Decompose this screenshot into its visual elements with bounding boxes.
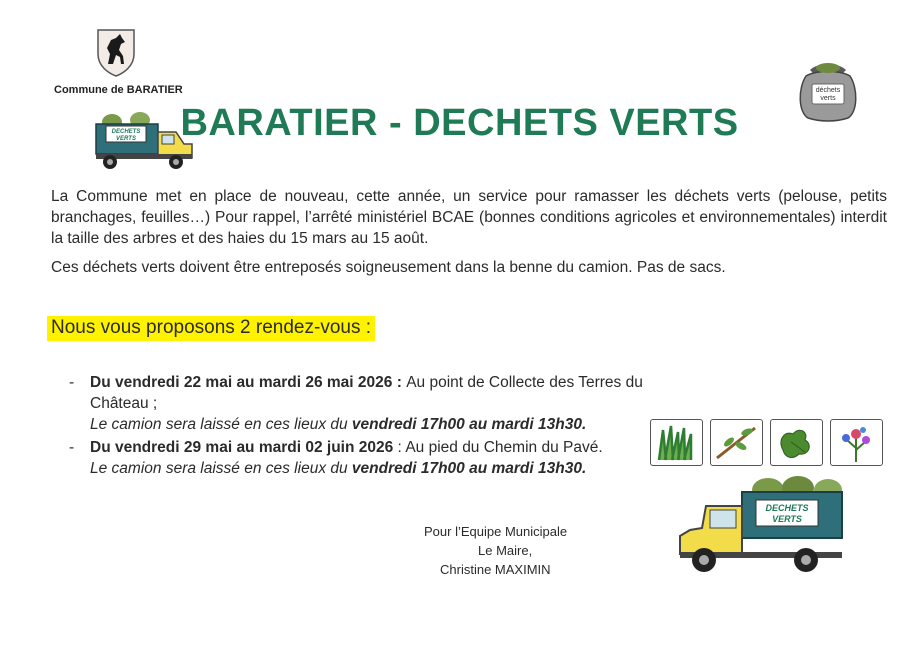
commune-name: Commune de BARATIER	[54, 84, 183, 96]
rendezvous-note: Le camion sera laissé en ces lieux du	[90, 416, 352, 433]
flowers-icon	[830, 419, 883, 466]
rendezvous-times: vendredi 17h00 au mardi 13h30.	[351, 416, 587, 433]
rendezvous-note: Le camion sera laissé en ces lieux du	[90, 460, 352, 477]
bag-label-line2: verts	[820, 95, 836, 102]
rendezvous-heading: Nous vous proposons 2 rendez-vous :	[47, 316, 375, 341]
rendezvous-dates: Du vendredi 29 mai au mardi 02 juin 2026	[90, 439, 394, 456]
signature-title: Le Maire,	[478, 543, 533, 558]
rendezvous-separator: :	[393, 439, 406, 456]
intro-paragraph: La Commune met en place de nouveau, cette année, un service pour ramasser les déchets verts (pelouse, petits branchages, feuilles…) Pour rappel, l’arrêté ministériel BCAE (bonnes conditions agricoles et environnementales) interdit la taille des arbres et des haies du 15 mars au 15 août.	[51, 188, 887, 247]
rendezvous-location: Au pied du Chemin du Pavé.	[405, 439, 603, 456]
bag-label-line1: déchets	[815, 87, 841, 94]
rendezvous-item	[69, 437, 689, 479]
list-dash: -	[69, 439, 75, 456]
truck-sign-line2: VERTS	[116, 136, 136, 142]
rendezvous-separator: :	[392, 374, 407, 391]
coat-of-arms-icon	[94, 26, 138, 78]
page-title: BARATIER - DECHETS VERTS	[180, 102, 739, 144]
rendezvous-location: Au point de Collecte des Terres du Château ;	[90, 374, 643, 412]
rendezvous-item	[69, 372, 689, 435]
truck-sign-line1: DECHETS	[111, 129, 141, 135]
rendezvous-times: vendredi 17h00 au mardi 13h30.	[351, 460, 587, 477]
list-dash: -	[69, 374, 75, 391]
green-waste-types	[650, 419, 883, 466]
green-waste-bag-icon	[796, 58, 860, 124]
instruction-paragraph: Ces déchets verts doivent être entreposés soigneusement dans la benne du camion. Pas de sacs.	[51, 259, 726, 276]
branch-icon	[710, 419, 763, 466]
signature-team: Pour l’Equipe Municipale	[424, 524, 568, 539]
rendezvous-dates: Du vendredi 22 mai au mardi 26 mai 2026	[90, 374, 393, 391]
truck-illustration-large	[672, 472, 850, 576]
signature-name: Christine MAXIMIN	[440, 562, 551, 577]
big-truck-sign-line2: VERTS	[772, 514, 802, 524]
big-truck-sign-line1: DECHETS	[765, 503, 809, 513]
leaves-icon	[770, 419, 823, 466]
grass-icon	[650, 419, 703, 466]
